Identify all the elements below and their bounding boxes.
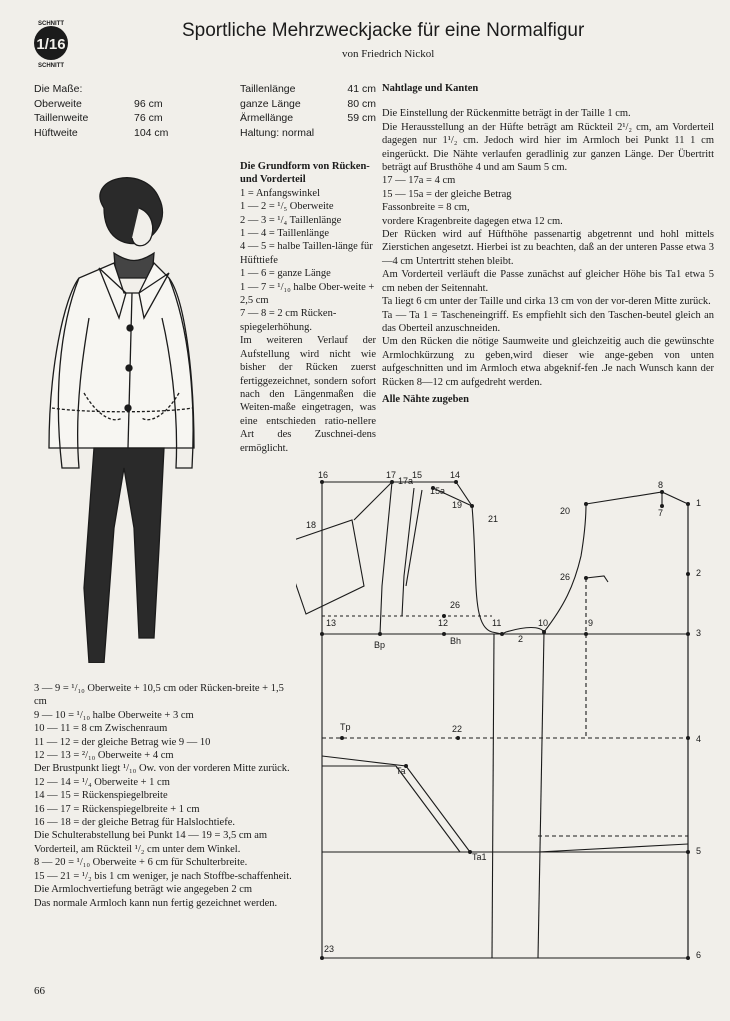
byline: von Friedrich Nickol <box>342 48 435 60</box>
pattern-label: Tp <box>340 722 351 732</box>
measure-row: Taillenlänge 41 cm <box>240 83 376 95</box>
note-line: Das normale Armloch kann nun fertig gezeichnet werden. <box>34 897 278 909</box>
pattern-label: 18 <box>306 520 317 530</box>
logo-text-top: SCHNITT <box>38 21 64 27</box>
pattern-label: 16 <box>318 470 329 480</box>
note-line: Der Brustpunkt liegt ¹/₁₀ Ow. von der vorderen Mitte zurück. <box>34 763 290 775</box>
page-title: Sportliche Mehrzweckjacke für eine Normalfigur <box>182 20 585 41</box>
grundform-line: 7 — 8 = 2 cm Rücken-spiegelerhöhung. <box>240 308 337 333</box>
grundform-line: 1 — 6 = ganze Länge <box>240 268 331 280</box>
pattern-label: Ta1 <box>472 852 487 862</box>
nahtlage-paragraph: Fassonbreite = 8 cm, <box>382 202 470 214</box>
pattern-label: 5 <box>696 846 702 856</box>
pattern-label: 7 <box>658 508 664 518</box>
grundform-line: 2 — 3 = ¹/₄ Taillenlänge <box>240 214 342 226</box>
note-line: 11 — 12 = der gleiche Betrag wie 9 — 10 <box>34 736 211 748</box>
note-line: 16 — 17 = Rückenspiegelbreite + 1 cm <box>34 803 200 815</box>
pattern-label: 13 <box>326 618 337 628</box>
pattern-label: 15 <box>412 470 423 480</box>
logo-fraction: 1/16 <box>36 36 66 53</box>
pattern-label: 1 <box>696 498 702 508</box>
note-line: 8 — 20 = ¹/₁₀ Oberweite + 6 cm für Schulterbreite. <box>34 857 248 869</box>
pattern-label: 20 <box>560 506 571 516</box>
measure-row: Hüftweite 104 cm <box>34 126 169 139</box>
pattern-label: 22 <box>452 724 463 734</box>
nahtlage-paragraph: Der Rücken wird auf Hüfthöhe passenartig abgetrennt und hohl mittels Zierstichen angesetzt. Hierbei ist zu beachten, daß an der unteren Passe etwa 3—4 cm Untertritt stehen bleibt. <box>382 229 714 267</box>
nahtlage-section <box>382 82 714 406</box>
note-line: Die Armlochvertiefung beträgt wie angegeben 2 cm <box>34 884 253 896</box>
grundform-line: 1 — 4 = Taillenlänge <box>240 228 329 240</box>
nahtlage-paragraph: 15 — 15a = der gleiche Betrag <box>382 188 512 200</box>
note-line: 3 — 9 = ¹/₁₀ Oberweite + 10,5 cm oder Rücken-breite + 1,5 cm <box>34 683 284 708</box>
pattern-label: 12 <box>438 618 449 628</box>
measure-row: Taillenweite 76 cm <box>34 112 163 124</box>
pattern-label: 21 <box>488 514 499 524</box>
measure-row: Oberweite 96 cm <box>34 97 163 110</box>
measure-row: Ärmellänge 59 cm <box>240 112 376 124</box>
pattern-label: 10 <box>538 618 549 628</box>
pattern-label: 4 <box>696 734 702 744</box>
note-line: 14 — 15 = Rückenspiegelbreite <box>34 790 168 802</box>
pattern-label: 14 <box>450 470 461 480</box>
nahtlage-paragraph: Ta — Ta 1 = Tascheneingriff. Es empfiehlt sich den Taschen-beutel gleich an das Oberteil anzuschneiden. <box>382 309 714 334</box>
nahtlage-paragraph: vordere Kragenbreite dagegen etwa 12 cm. <box>382 215 563 227</box>
measure-row: ganze Länge 80 cm <box>240 97 376 110</box>
note-line: 10 — 11 = 8 cm Zwischenraum <box>34 723 168 735</box>
grundform-line: 1 = Anfangswinkel <box>240 187 320 199</box>
pattern-label: 2 <box>518 634 524 644</box>
nahtlage-heading: Nahtlage und Kanten <box>382 83 479 94</box>
nahtlage-paragraph: Am Vorderteil verläuft die Passe zunächst auf gleicher Höhe bis Ta1 etwa 5 cm neben der Seitennaht. <box>382 269 714 294</box>
nahtlage-footer: Alle Nähte zugeben <box>382 393 469 405</box>
grundform-line: 4 — 5 = halbe Taillen-länge für Hüfttiefe <box>240 241 373 266</box>
grundform-heading: Die Grundform von Rücken- und Vorderteil <box>240 161 370 186</box>
pattern-label: Ta <box>396 766 406 776</box>
pattern-label: Bh <box>450 636 462 646</box>
page-number: 66 <box>34 985 45 997</box>
pattern-label: 17a <box>398 476 414 486</box>
grundform-line: 1 — 7 = ¹/₁₀ halbe Ober-weite + 2,5 cm <box>240 281 375 307</box>
pattern-label: 17 <box>386 470 397 480</box>
note-line: 12 — 14 = ¹/₄ Oberweite + 1 cm <box>34 776 170 788</box>
logo-text-bottom: SCHNITT <box>38 63 64 68</box>
pattern-draft <box>296 466 724 966</box>
grundform-paragraph: Im weiteren Verlauf der Aufstellung wird nicht wie bisher der Rücken zuerst fertiggezeichnet, sondern sofort nach den Längenmaßen die Weiten-maße eingetragen, was eine entschieden ratio-nellere Art des Zuschnei-dens ermöglicht. <box>240 335 376 454</box>
pattern-label: 2 <box>696 568 702 578</box>
pattern-label: 19 <box>452 500 463 510</box>
nahtlage-paragraph: Die Herausstellung an der Hüfte beträgt am Rückteil 2¹/₂ cm, am Vorderteil dagegen nur 1¹/₂ cm. Jedoch wird hier im Armloch bei Punkt 11 1 cm eingerückt. Die Nähte verlaufen geradlinig zur ganzen Länge. Der Übertritt beträgt auf Brusthöhe 4 und am Saum 5 cm. <box>382 121 714 174</box>
pattern-label: Bp <box>374 640 386 650</box>
pattern-label: 3 <box>696 628 702 638</box>
measures-heading: Die Maße: <box>34 83 83 95</box>
schnitt-logo <box>26 18 76 68</box>
nahtlage-paragraph: Ta liegt 6 cm unter der Taille und cirka 13 cm von der vor-deren Mitte zurück. <box>382 296 711 308</box>
pattern-label: 23 <box>324 944 335 954</box>
pattern-label: 9 <box>588 618 594 628</box>
jacket-illustration <box>44 168 204 663</box>
nahtlage-paragraph: Um den Rücken die nötige Saumweite und gleichzeitig auch die gewünschte Armlochkürzung zu geben,wird dieser wie ange-geben von unten aufgeschnitten und im Armloch etwa abgeknif-fen .Je nach Wunsch kann der Rücken 8—12 cm aufgedreht werden. <box>382 336 714 388</box>
pattern-label: 26 <box>560 572 571 582</box>
note-line: Die Schulterabstellung bei Punkt 14 — 19 = 3,5 cm am Vorderteil, am Rückteil ¹/₂ cm unter dem Winkel. <box>34 830 268 855</box>
note-line: 12 — 13 = ²/₁₀ Oberweite + 4 cm <box>34 750 174 762</box>
nahtlage-paragraph: 17 — 17a = 4 cm <box>382 175 456 187</box>
pattern-label: 11 <box>492 618 502 628</box>
haltung: Haltung: normal <box>240 126 315 139</box>
pattern-label: 8 <box>658 480 664 490</box>
grundform-line: 1 — 2 = ¹/₅ Oberweite <box>240 201 334 213</box>
measures-block <box>34 82 194 140</box>
pattern-label: 15a <box>430 486 446 496</box>
measures-block-2 <box>240 82 376 140</box>
pattern-label: 26 <box>450 600 461 610</box>
nahtlage-paragraph: Die Einstellung der Rückenmitte beträgt in der Taille 1 cm. <box>382 108 631 120</box>
note-line: 15 — 21 = ¹/₂ bis 1 cm weniger, je nach Stoffbe-schaffenheit. <box>34 870 292 882</box>
construction-notes <box>34 682 296 910</box>
pattern-label: 6 <box>696 950 702 960</box>
note-line: 9 — 10 = ¹/₁₀ halbe Oberweite + 3 cm <box>34 709 194 721</box>
grundform-section <box>240 160 376 455</box>
note-line: 16 — 18 = der gleiche Betrag für Halslochtiefe. <box>34 817 235 829</box>
